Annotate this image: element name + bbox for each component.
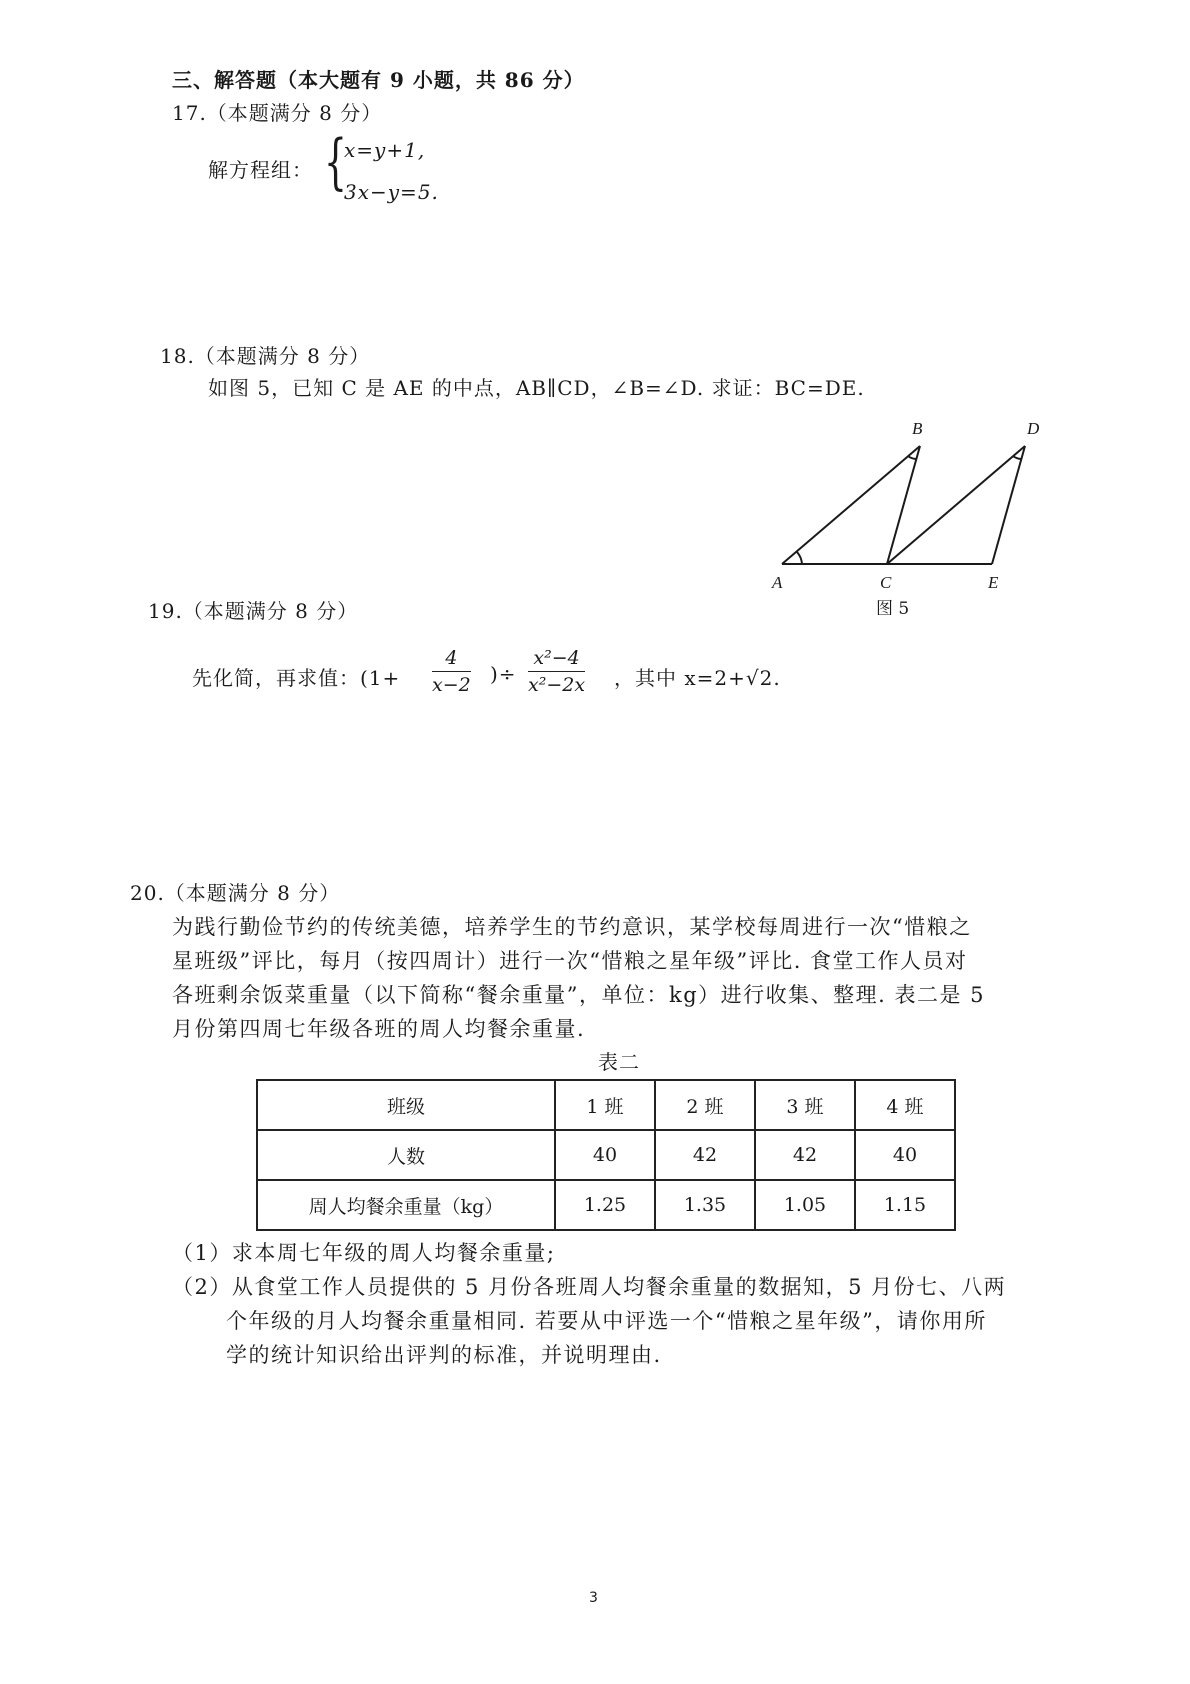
q20-sub2-line: （2）从食堂工作人员提供的 5 月份各班周人均餐余重量的数据知，5 月份七、八两: [172, 1275, 1007, 1299]
table-header-cell: 2 班: [655, 1080, 755, 1130]
label-c: C: [880, 573, 892, 592]
table-caption: 表二: [598, 1050, 640, 1074]
q19-operator: )÷: [490, 662, 517, 686]
q18-statement: 如图 5，已知 C 是 AE 的中点，AB∥CD，∠B=∠D. 求证：BC=DE.: [208, 376, 865, 400]
q17-title: 17.（本题满分 8 分）: [172, 101, 383, 125]
q19-fraction-2: [528, 647, 585, 696]
page-number: 3: [589, 1590, 598, 1606]
label-b: B: [912, 419, 923, 438]
angle-d-arc: [1013, 456, 1021, 459]
statistics-table: [256, 1079, 956, 1231]
q19-suffix: ，其中 x=2+√2.: [614, 666, 781, 690]
q20-paragraph-line: 星班级”评比，每月（按四周计）进行一次“惜粮之星年级”评比. 食堂工作人员对: [172, 949, 968, 973]
table-cell: 42: [755, 1130, 855, 1180]
equation-brace-icon: {: [324, 127, 347, 197]
figure-5-triangles: [760, 410, 1060, 615]
q20-paragraph: [172, 910, 985, 1046]
angle-a-arc: [797, 552, 802, 564]
q19-fraction-1-denominator: x−2: [432, 674, 471, 696]
table-row: [257, 1130, 955, 1180]
table-cell: 人数: [257, 1130, 555, 1180]
table-row: [257, 1180, 955, 1230]
table-cell: 周人均餐余重量（kg）: [257, 1180, 555, 1230]
figure-5-caption: 图 5: [876, 599, 910, 615]
q20-sub2-line: 学的统计知识给出评判的标准，并说明理由.: [226, 1343, 662, 1367]
table-cell: 40: [855, 1130, 955, 1180]
q19-fraction-1-numerator: 4: [432, 647, 471, 672]
q19-prefix: 先化简，再求值：(1+: [192, 666, 401, 690]
q19-fraction-2-numerator: x²−4: [528, 647, 585, 672]
q19-fraction-2-denominator: x²−2x: [528, 674, 586, 696]
q20-sub-question-1: （1）求本周七年级的周人均餐余重量;: [172, 1241, 556, 1265]
angle-b-arc: [908, 456, 916, 459]
label-d: D: [1027, 419, 1040, 438]
table-cell: 1.25: [555, 1180, 655, 1230]
segment-bc: [887, 446, 920, 564]
q20-sub-question-2: [172, 1270, 1006, 1372]
table-header-cell: 班级: [257, 1080, 555, 1130]
q19-fraction-1: [432, 647, 471, 696]
label-e: E: [988, 573, 999, 592]
table-cell: 1.15: [855, 1180, 955, 1230]
q20-title: 20.（本题满分 8 分）: [130, 881, 341, 905]
table-header-cell: 1 班: [555, 1080, 655, 1130]
q19-title: 19.（本题满分 8 分）: [148, 599, 359, 623]
table-header-row: [257, 1080, 955, 1130]
q17-equation-2: 3x−y=5.: [344, 180, 439, 204]
table-header-cell: 3 班: [755, 1080, 855, 1130]
label-a: A: [772, 573, 783, 592]
q17-equation-1: x=y+1,: [344, 138, 426, 162]
q20-paragraph-line: 为践行勤俭节约的传统美德，培养学生的节约意识，某学校每周进行一次“惜粮之: [172, 915, 972, 939]
section-header: 三、解答题（本大题有 9 小题，共 86 分）: [172, 68, 585, 92]
q20-sub2-line: 个年级的月人均餐余重量相同. 若要从中评选一个“惜粮之星年级”，请你用所: [226, 1309, 987, 1333]
table-cell: 1.05: [755, 1180, 855, 1230]
q18-title: 18.（本题满分 8 分）: [160, 344, 371, 368]
table-cell: 1.35: [655, 1180, 755, 1230]
table-cell: 40: [555, 1130, 655, 1180]
table-header-cell: 4 班: [855, 1080, 955, 1130]
q20-paragraph-line: 各班剩余饭菜重量（以下简称“餐余重量”，单位：kg）进行收集、整理. 表二是 5: [172, 983, 986, 1007]
table-cell: 42: [655, 1130, 755, 1180]
segment-cd: [887, 446, 1025, 564]
segment-ab: [782, 446, 920, 564]
segment-de: [992, 446, 1025, 564]
q20-paragraph-line: 月份第四周七年级各班的周人均餐余重量.: [172, 1017, 586, 1041]
q17-prompt: 解方程组：: [208, 158, 313, 182]
